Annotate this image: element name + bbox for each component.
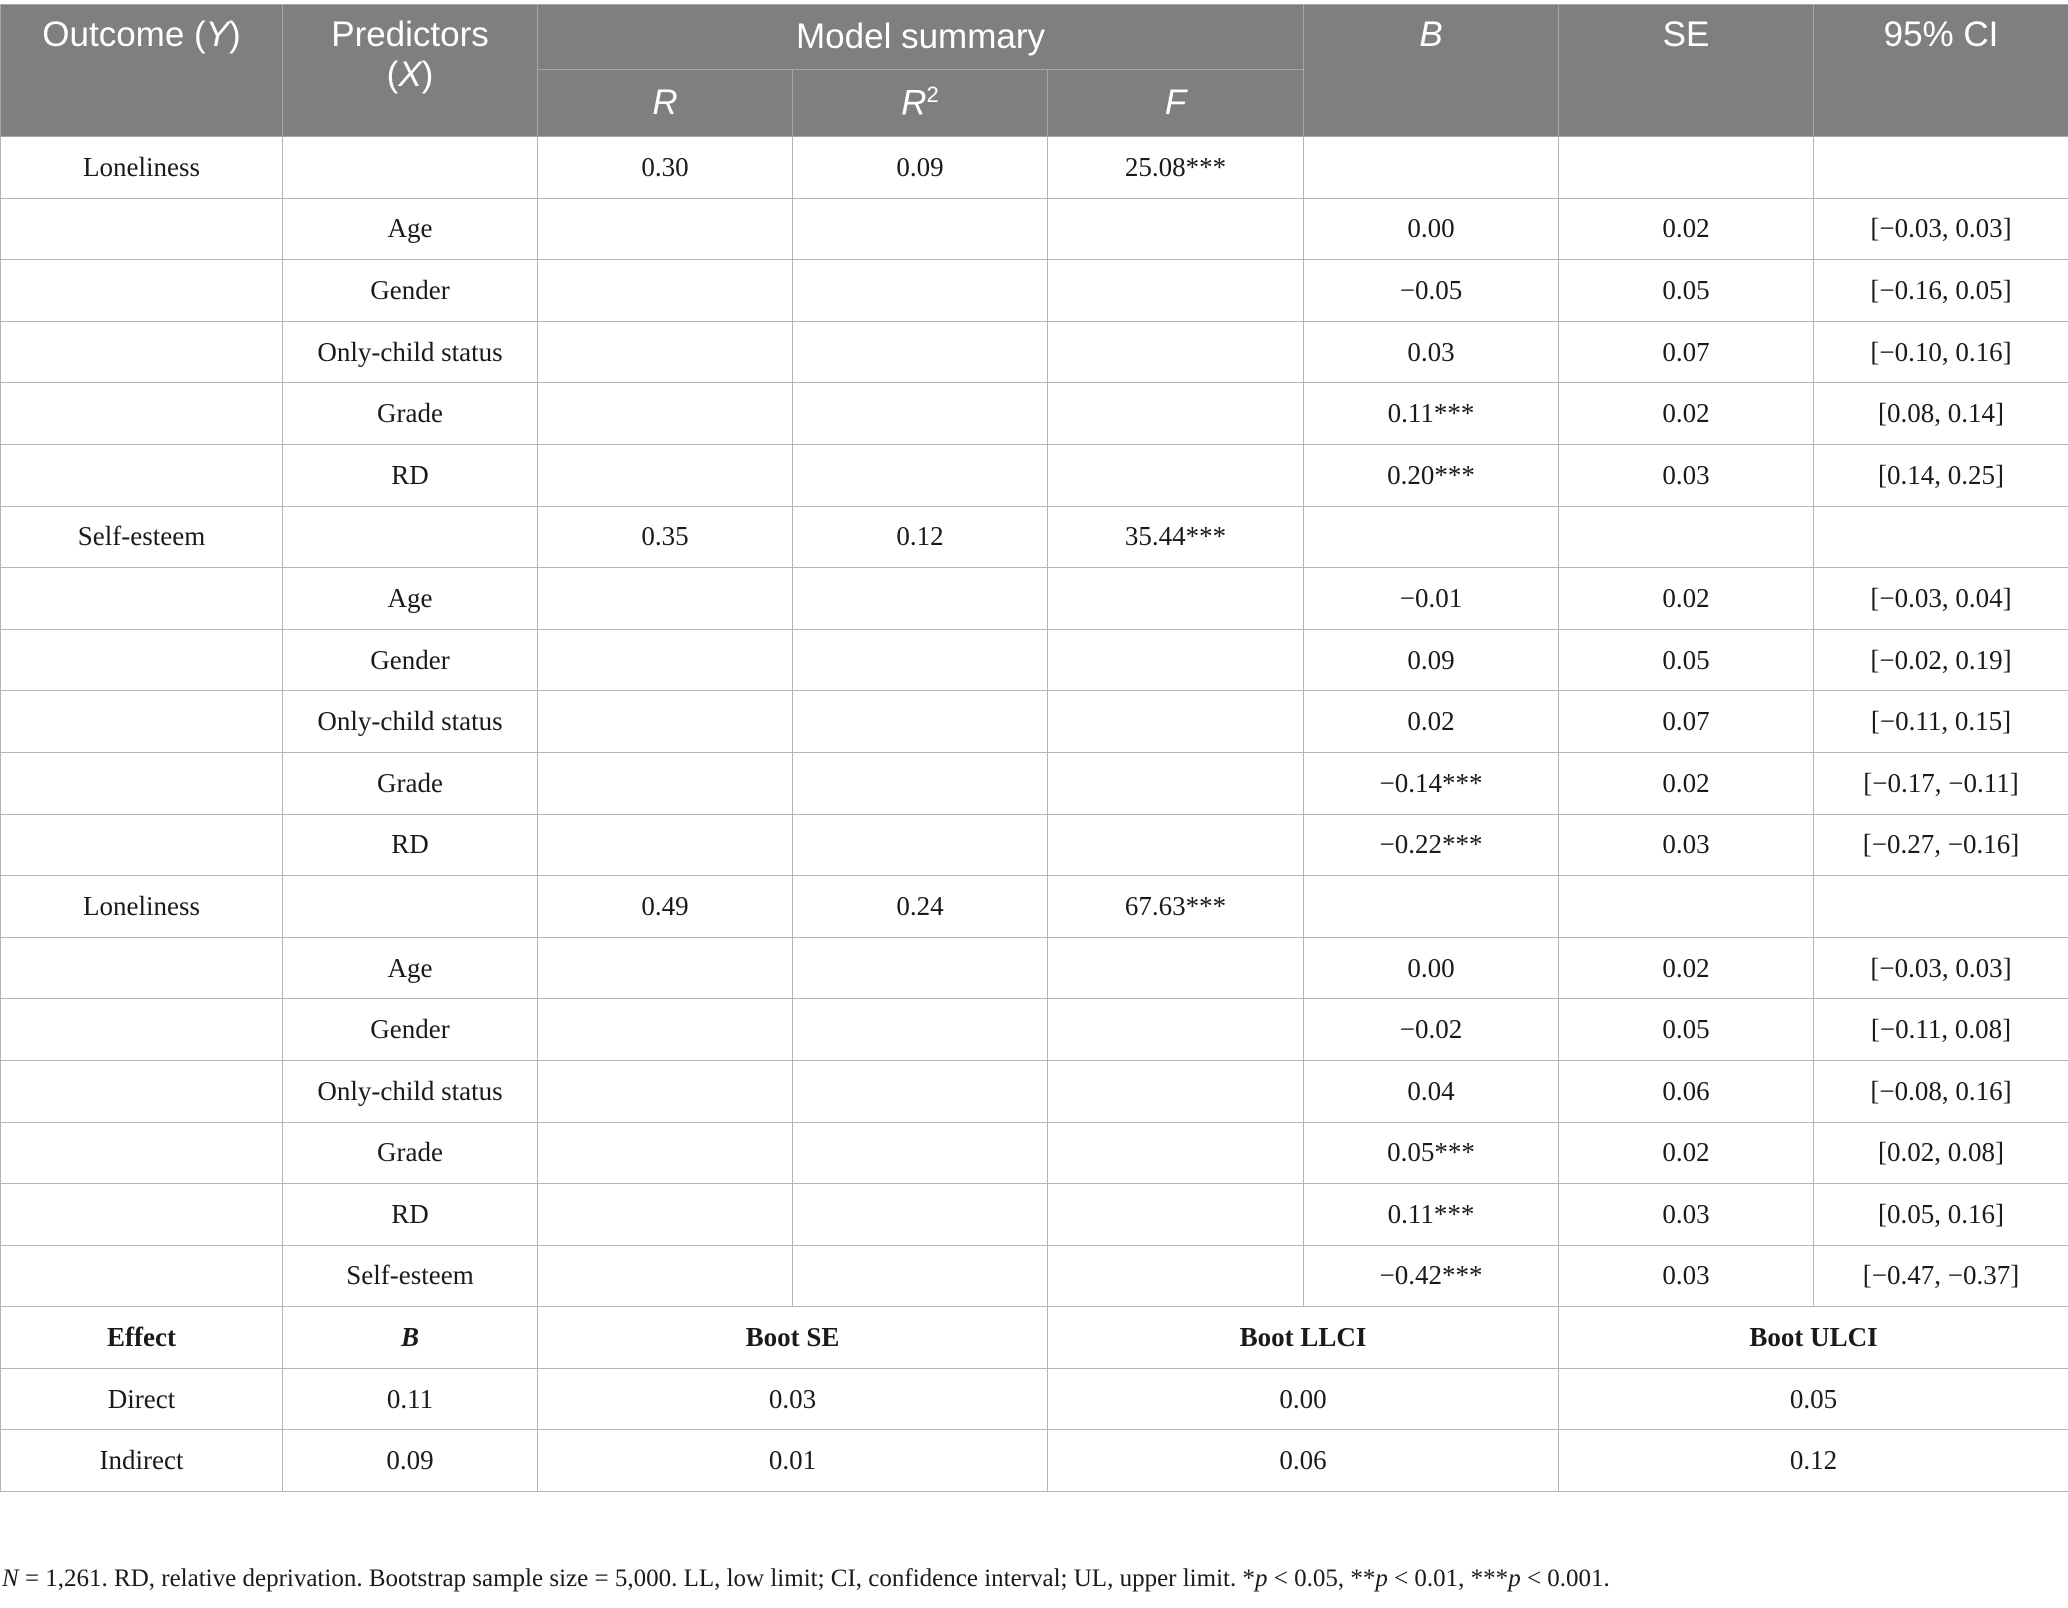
b-cell: 0.09 [1304, 629, 1559, 691]
effect-cell: Indirect [1, 1430, 283, 1492]
effects-header-row [1, 1307, 2068, 1369]
ci-cell: [−0.27, −0.16] [1814, 814, 2068, 876]
effect-cell: Direct [1, 1368, 283, 1430]
predictor-cell: RD [283, 1184, 538, 1246]
header-se: SE [1559, 5, 1814, 137]
table-row [1, 814, 2068, 876]
boot-se-cell: 0.03 [538, 1368, 1048, 1430]
empty-cell [1814, 137, 2068, 199]
effect-row [1, 1430, 2068, 1492]
boot-ulci-cell: 0.05 [1559, 1368, 2068, 1430]
boot-llci-cell: 0.06 [1048, 1430, 1559, 1492]
empty-cell [1304, 876, 1559, 938]
se-cell: 0.07 [1559, 321, 1814, 383]
r2-cell: 0.12 [793, 506, 1048, 568]
r2-cell: 0.24 [793, 876, 1048, 938]
table-row [1, 568, 2068, 630]
model-row [1, 137, 2068, 199]
ci-cell: [0.05, 0.16] [1814, 1184, 2068, 1246]
predictor-cell: Gender [283, 629, 538, 691]
predictor-cell: Only-child status [283, 321, 538, 383]
model-row [1, 876, 2068, 938]
predictor-cell: Age [283, 568, 538, 630]
empty-cell [1814, 506, 2068, 568]
empty-cell [1559, 137, 1814, 199]
b-cell: 0.00 [1304, 937, 1559, 999]
table-row [1, 937, 2068, 999]
empty-cell [1304, 137, 1559, 199]
r-cell: 0.30 [538, 137, 793, 199]
empty-cell [283, 506, 538, 568]
predictor-cell: Gender [283, 260, 538, 322]
b-cell: 0.05*** [1304, 1122, 1559, 1184]
table-row [1, 1060, 2068, 1122]
r-cell: 0.35 [538, 506, 793, 568]
b-cell: 0.00 [1304, 198, 1559, 260]
predictor-cell: Age [283, 937, 538, 999]
effect-b-cell: 0.11 [283, 1368, 538, 1430]
boot-se-header: Boot SE [538, 1307, 1048, 1369]
table-row [1, 752, 2068, 814]
outcome-cell: Loneliness [1, 876, 283, 938]
predictor-cell: Grade [283, 383, 538, 445]
boot-llci-cell: 0.00 [1048, 1368, 1559, 1430]
ci-cell: [0.08, 0.14] [1814, 383, 2068, 445]
header-predictors: Predictors (X) [283, 5, 538, 137]
empty-cell [1559, 876, 1814, 938]
table-row [1, 260, 2068, 322]
table-row [1, 1184, 2068, 1246]
b-cell: −0.02 [1304, 999, 1559, 1061]
header-r2: $R^2$ [793, 70, 1048, 137]
empty-cell [283, 876, 538, 938]
se-cell: 0.02 [1559, 937, 1814, 999]
header-r: R [538, 70, 793, 137]
empty-cell [283, 137, 538, 199]
predictor-cell: Only-child status [283, 1060, 538, 1122]
predictor-cell: Grade [283, 1122, 538, 1184]
se-cell: 0.02 [1559, 568, 1814, 630]
b-cell: 0.11*** [1304, 383, 1559, 445]
outcome-cell: Self-esteem [1, 506, 283, 568]
se-cell: 0.06 [1559, 1060, 1814, 1122]
ci-cell: [−0.11, 0.08] [1814, 999, 2068, 1061]
outcome-cell: Loneliness [1, 137, 283, 199]
se-cell: 0.02 [1559, 383, 1814, 445]
boot-llci-header: Boot LLCI [1048, 1307, 1559, 1369]
b-cell: −0.05 [1304, 260, 1559, 322]
table-row [1, 321, 2068, 383]
ci-cell: [−0.02, 0.19] [1814, 629, 2068, 691]
effect-row [1, 1368, 2068, 1430]
table-header [1, 5, 2068, 137]
table-row [1, 383, 2068, 445]
se-cell: 0.03 [1559, 814, 1814, 876]
ci-cell: [−0.03, 0.03] [1814, 198, 2068, 260]
predictor-cell: Age [283, 198, 538, 260]
r2-cell: 0.09 [793, 137, 1048, 199]
table-row [1, 629, 2068, 691]
table-row [1, 999, 2068, 1061]
table-row [1, 1122, 2068, 1184]
se-cell: 0.05 [1559, 260, 1814, 322]
predictor-cell: Only-child status [283, 691, 538, 753]
header-b: B [1304, 5, 1559, 137]
empty-cell [1559, 506, 1814, 568]
header-model-summary: Model summary [538, 5, 1304, 70]
table-row [1, 444, 2068, 506]
empty-cell [1814, 876, 2068, 938]
b-cell: −0.14*** [1304, 752, 1559, 814]
table-row [1, 198, 2068, 260]
model-row [1, 506, 2068, 568]
table-row [1, 1245, 2068, 1307]
ci-cell: [−0.47, −0.37] [1814, 1245, 2068, 1307]
boot-ulci-cell: 0.12 [1559, 1430, 2068, 1492]
boot-se-cell: 0.01 [538, 1430, 1048, 1492]
se-cell: 0.03 [1559, 1184, 1814, 1246]
effect-b-header: B [283, 1307, 538, 1369]
r-cell: 0.49 [538, 876, 793, 938]
predictor-cell: Gender [283, 999, 538, 1061]
predictor-cell: RD [283, 814, 538, 876]
f-cell: 35.44*** [1048, 506, 1304, 568]
ci-cell: [−0.03, 0.04] [1814, 568, 2068, 630]
ci-cell: [0.02, 0.08] [1814, 1122, 2068, 1184]
ci-cell: [−0.10, 0.16] [1814, 321, 2068, 383]
header-ci: 95% CI [1814, 5, 2068, 137]
se-cell: 0.02 [1559, 198, 1814, 260]
table-row [1, 691, 2068, 753]
b-cell: 0.20*** [1304, 444, 1559, 506]
b-cell: −0.01 [1304, 568, 1559, 630]
effect-b-cell: 0.09 [283, 1430, 538, 1492]
b-cell: 0.04 [1304, 1060, 1559, 1122]
ci-cell: [−0.16, 0.05] [1814, 260, 2068, 322]
table-footnote: N = 1,261. RD, relative deprivation. Bootstrap sample size = 5,000. LL, low limit; CI, confidence interval; UL, upper limit. *p < 0.05, **p < 0.01, ***p < 0.001. [2, 1565, 1610, 1592]
se-cell: 0.03 [1559, 1245, 1814, 1307]
header-f: F [1048, 70, 1304, 137]
b-cell: 0.02 [1304, 691, 1559, 753]
ci-cell: [−0.08, 0.16] [1814, 1060, 2068, 1122]
ci-cell: [−0.03, 0.03] [1814, 937, 2068, 999]
b-cell: 0.03 [1304, 321, 1559, 383]
ci-cell: [−0.11, 0.15] [1814, 691, 2068, 753]
header-outcome: Outcome (Y) [1, 5, 283, 137]
predictor-cell: RD [283, 444, 538, 506]
ci-cell: [0.14, 0.25] [1814, 444, 2068, 506]
b-cell: −0.22*** [1304, 814, 1559, 876]
se-cell: 0.03 [1559, 444, 1814, 506]
empty-cell [1304, 506, 1559, 568]
effect-header: Effect [1, 1307, 283, 1369]
b-cell: −0.42*** [1304, 1245, 1559, 1307]
predictor-cell: Self-esteem [283, 1245, 538, 1307]
regression-table [0, 4, 2068, 1492]
boot-ulci-header: Boot ULCI [1559, 1307, 2068, 1369]
ci-cell: [−0.17, −0.11] [1814, 752, 2068, 814]
f-cell: 67.63*** [1048, 876, 1304, 938]
f-cell: 25.08*** [1048, 137, 1304, 199]
predictor-cell: Grade [283, 752, 538, 814]
b-cell: 0.11*** [1304, 1184, 1559, 1246]
se-cell: 0.02 [1559, 752, 1814, 814]
se-cell: 0.05 [1559, 629, 1814, 691]
table-body [1, 137, 2068, 1492]
se-cell: 0.05 [1559, 999, 1814, 1061]
se-cell: 0.07 [1559, 691, 1814, 753]
se-cell: 0.02 [1559, 1122, 1814, 1184]
